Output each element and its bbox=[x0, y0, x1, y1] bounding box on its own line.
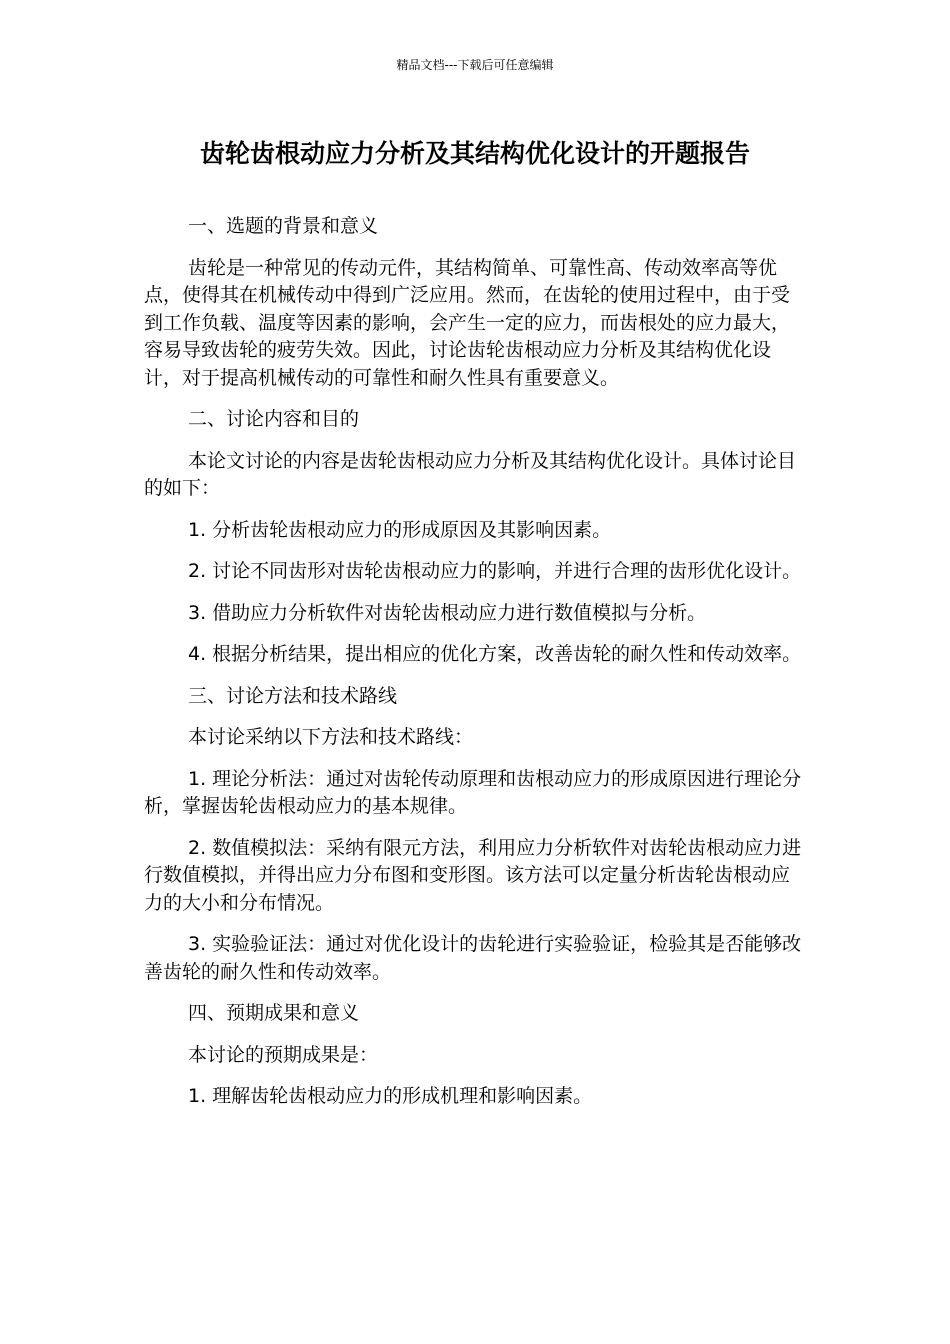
list-item-method-3: 3. 实验验证法：通过对优化设计的齿轮进行实验验证，检验其是否能够改善齿轮的耐久性和传动效率。 bbox=[144, 933, 802, 983]
section-heading-content-purpose: 二、讨论内容和目的 bbox=[188, 408, 360, 430]
list-item-purpose-1: 1. 分析齿轮齿根动应力的形成原因及其影响因素。 bbox=[188, 518, 612, 541]
list-item-purpose-3: 3. 借助应力分析软件对齿轮齿根动应力进行数值模拟与分析。 bbox=[188, 601, 707, 624]
list-item-outcome-1: 1. 理解齿轮齿根动应力的形成机理和影响因素。 bbox=[188, 1085, 593, 1107]
section-heading-methods: 三、讨论方法和技术路线 bbox=[188, 684, 398, 707]
page-header-note: 精品文档---下载后可任意编辑 bbox=[396, 58, 554, 72]
paragraph-content-intro: 本论文讨论的内容是齿轮齿根动应力分析及其结构优化设计。具体讨论目的如下： bbox=[144, 449, 797, 499]
section-heading-outcomes: 四、预期成果和意义 bbox=[188, 1002, 360, 1024]
document-title: 齿轮齿根动应力分析及其结构优化设计的开题报告 bbox=[199, 139, 750, 168]
list-item-method-2: 2. 数值模拟法：采纳有限元方法，利用应力分析软件对齿轮齿根动应力进行数值模拟，并得出应力分布图和变形图。该方法可以定量分析齿轮齿根动应力的大小和分布情况。 bbox=[144, 836, 802, 914]
list-item-purpose-4: 4. 根据分析结果，提出相应的优化方案，改善齿轮的耐久性和传动效率。 bbox=[188, 643, 802, 665]
list-item-method-1: 1. 理论分析法：通过对齿轮传动原理和齿根动应力的形成原因进行理论分析，掌握齿轮齿根动应力的基本规律。 bbox=[144, 767, 802, 817]
paragraph-outcomes-intro: 本讨论的预期成果是： bbox=[188, 1043, 379, 1066]
paragraph-methods-intro: 本讨论采纳以下方法和技术路线： bbox=[188, 726, 474, 748]
list-item-purpose-2: 2. 讨论不同齿形对齿轮齿根动应力的影响，并进行合理的齿形优化设计。 bbox=[188, 560, 802, 582]
document-body bbox=[144, 213, 804, 1125]
paragraph-background: 齿轮是一种常见的传动元件，其结构简单、可靠性高、传动效率高等优点，使得其在机械传动中得到广泛应用。然而，在齿轮的使用过程中，由于受到工作负载、温度等因素的影响，会产生一定的应力，而齿根处的应力最大，容易导致齿轮的疲劳失效。因此，讨论齿轮齿根动应力分析及其结构优化设计，对于提高机械传动的可靠性和耐久性具有重要意义。 bbox=[144, 256, 791, 389]
section-heading-background: 一、选题的背景和意义 bbox=[188, 215, 379, 237]
